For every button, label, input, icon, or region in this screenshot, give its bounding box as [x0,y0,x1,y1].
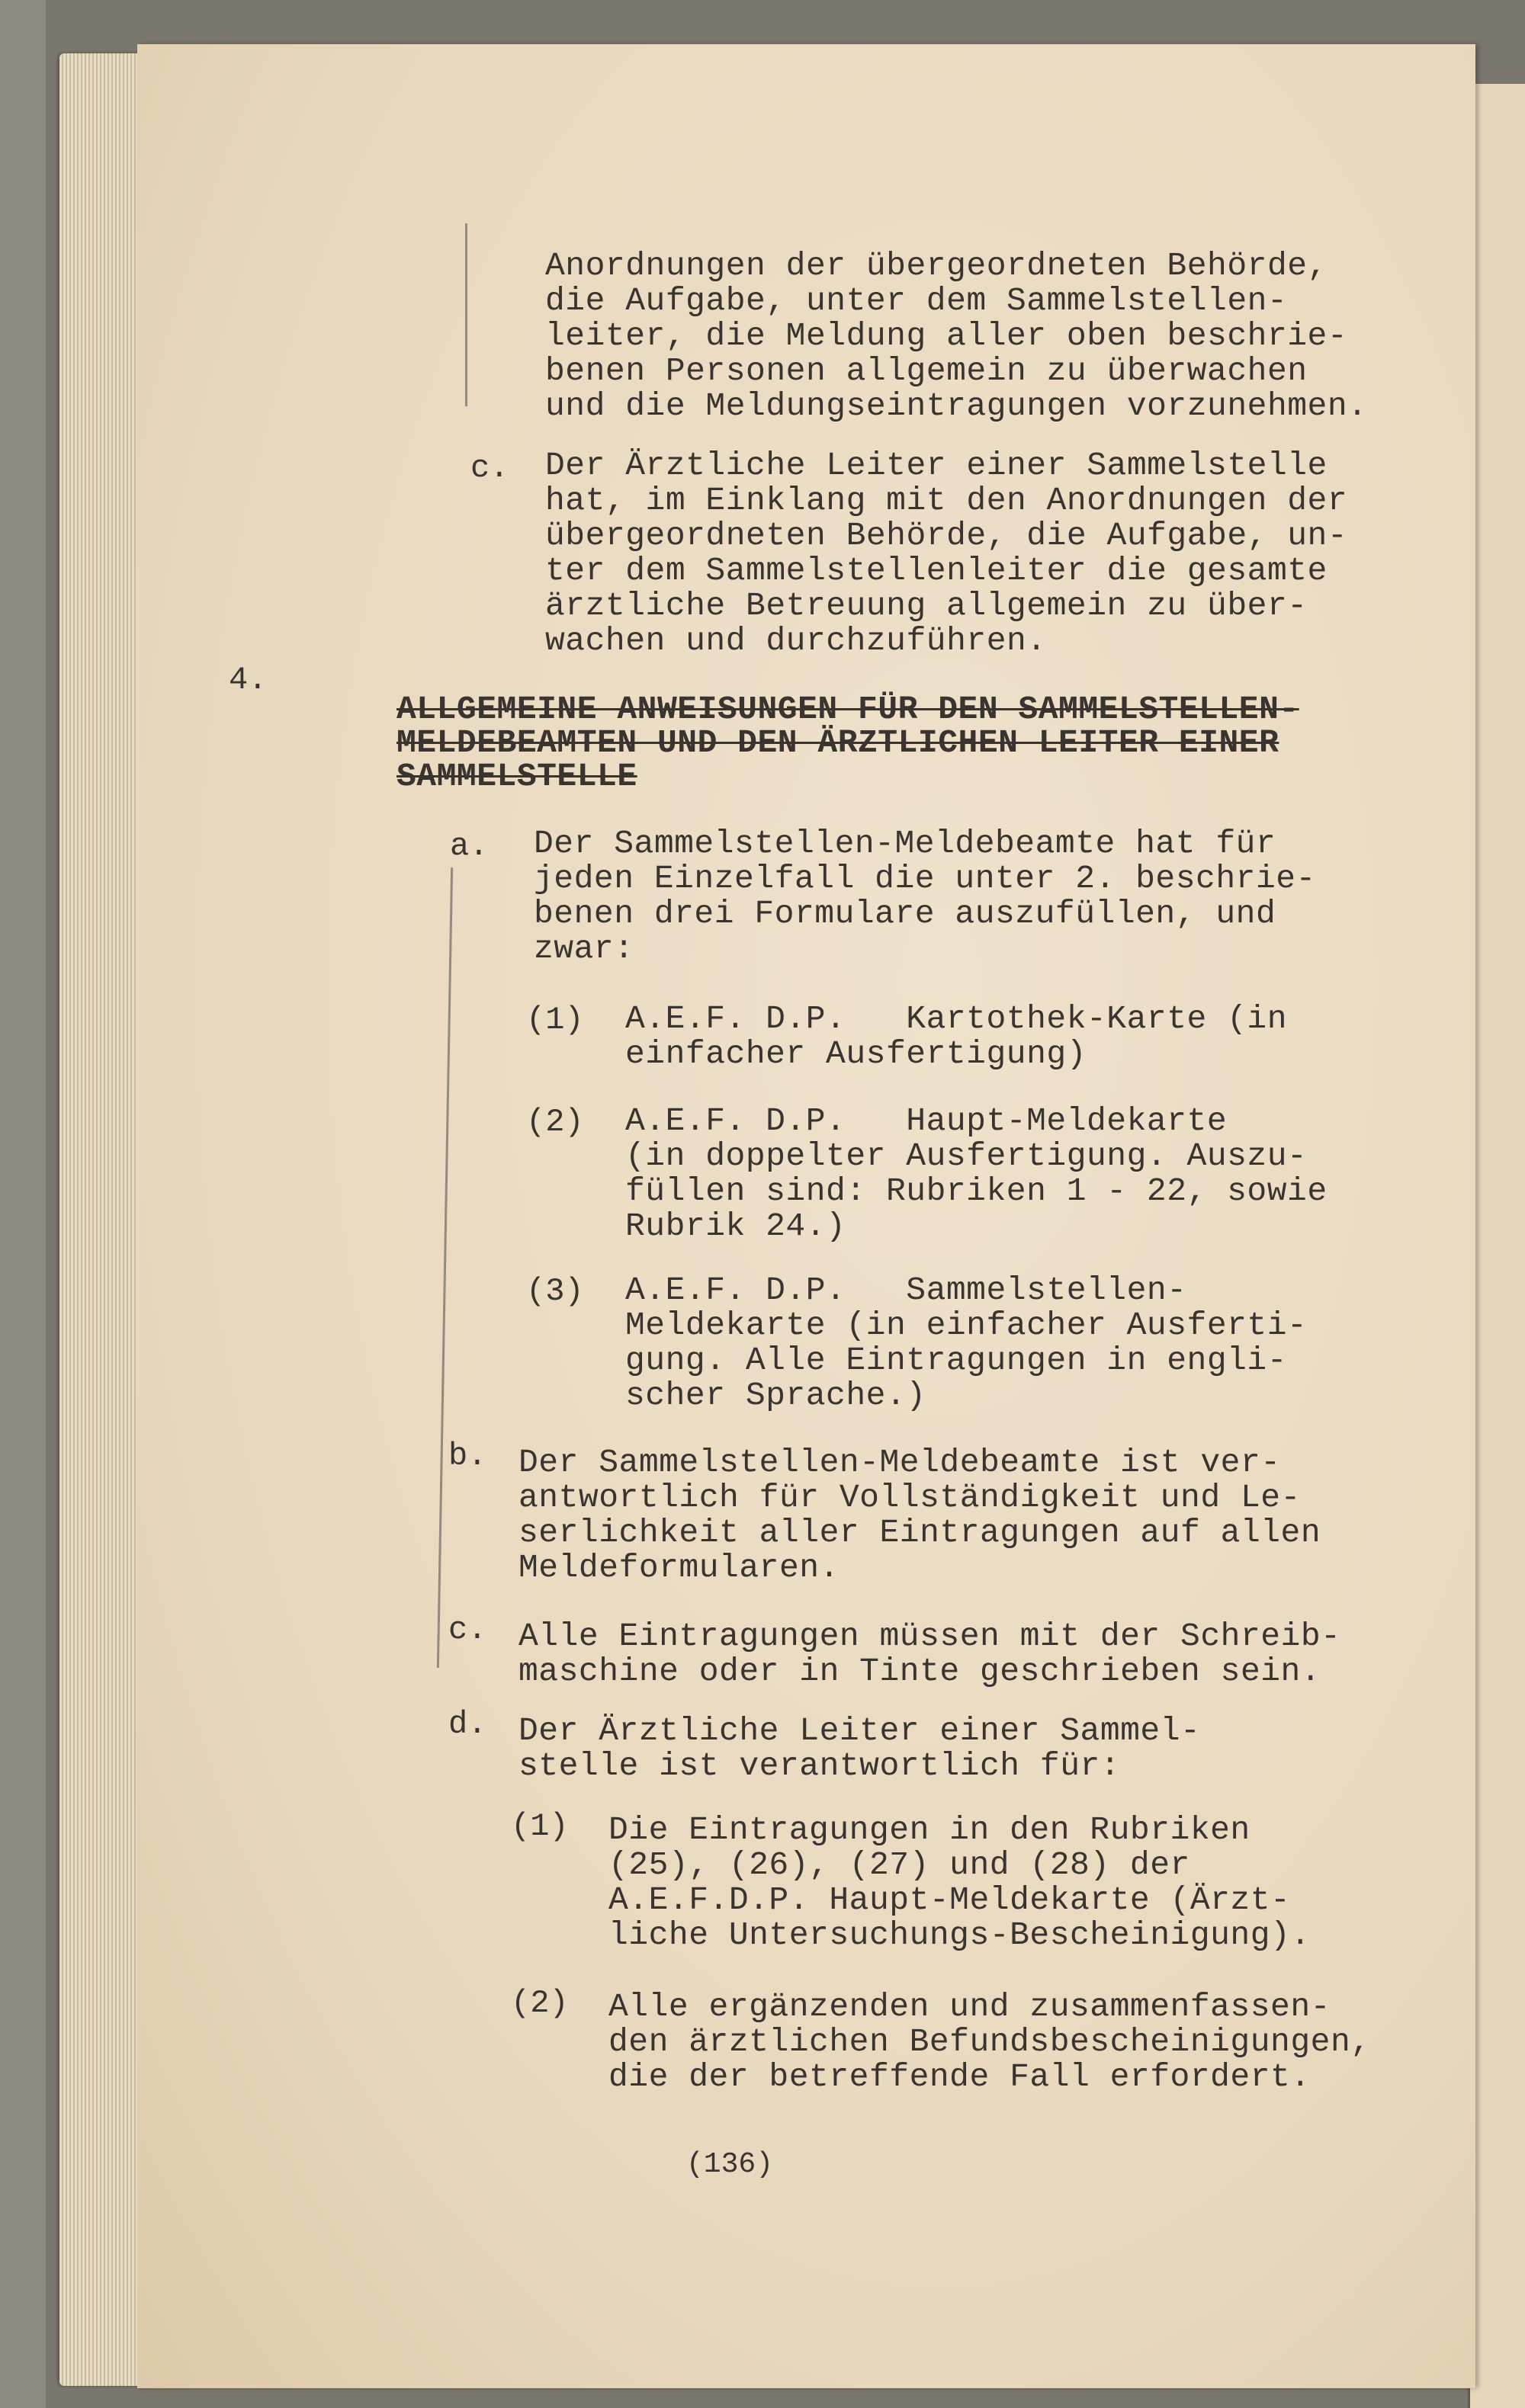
section-4-number: 4. [229,662,268,698]
a3-line-2: Meldekarte (in einfacher Ausferti- [625,1307,1308,1344]
item-c1-line-5: ärztliche Betreuung allgemein zu über- [545,587,1308,624]
item-d-line-2: stelle ist verantwortlich für: [518,1747,1121,1784]
item-a-line-2: jeden Einzelfall die unter 2. beschrie- [534,860,1316,897]
item-b-line-3: serlichkeit aller Eintragungen auf allen [518,1514,1321,1551]
pencil-margin-line [465,223,467,406]
page-number: (136) [686,2148,774,2181]
a3-line-3: gung. Alle Eintragungen in engli- [625,1342,1288,1379]
intro-line-2: die Aufgabe, unter dem Sammelstellen- [545,282,1288,319]
a2-label: (2) [526,1104,584,1140]
item-a-line-1: Der Sammelstellen-Meldebeamte hat für [534,825,1276,862]
d1-line-2: (25), (26), (27) und (28) der [608,1846,1190,1884]
a1-label: (1) [526,1002,584,1038]
a2-line-4: Rubrik 24.) [625,1207,846,1245]
item-b-label: b. [448,1438,487,1474]
item-a-line-3: benen drei Formulare auszufüllen, und [534,895,1276,932]
section-4-heading-line-2: MELDEBEAMTEN UND DEN ÄRZTLICHEN LEITER EINER [396,724,1279,762]
item-c2-label: c. [448,1611,487,1648]
d2-label: (2) [511,1985,569,2022]
item-c1-line-1: Der Ärztliche Leiter einer Sammelstelle [545,447,1328,484]
d1-line-3: A.E.F.D.P. Haupt-Meldekarte (Ärzt- [608,1881,1291,1919]
d2-line-2: den ärztlichen Befundsbescheinigungen, [608,2023,1371,2060]
d2-line-1: Alle ergänzenden und zusammenfassen- [608,1988,1331,2025]
a2-line-3: füllen sind: Rubriken 1 - 22, sowie [625,1172,1328,1210]
item-a-line-4: zwar: [534,930,634,967]
item-c1-line-4: ter dem Sammelstellenleiter die gesamte [545,552,1328,589]
item-d-line-1: Der Ärztliche Leiter einer Sammel- [518,1712,1201,1749]
next-page-edge [1468,84,1525,2408]
document-page [137,44,1475,2388]
item-b-line-1: Der Sammelstellen-Meldebeamte ist ver- [518,1444,1281,1481]
intro-line-1: Anordnungen der übergeordneten Behörde, [545,247,1328,284]
a3-line-4: scher Sprache.) [625,1377,926,1414]
d1-line-1: Die Eintragungen in den Rubriken [608,1811,1250,1848]
a3-label: (3) [526,1273,584,1310]
item-c1-line-3: übergeordneten Behörde, die Aufgabe, un- [545,517,1348,554]
item-c2-line-1: Alle Eintragungen müssen mit der Schreib- [518,1618,1341,1655]
a3-line-1: A.E.F. D.P. Sammelstellen- [625,1271,1187,1309]
item-c2-line-2: maschine oder in Tinte geschrieben sein. [518,1653,1321,1690]
d2-line-3: die der betreffende Fall erfordert. [608,2058,1311,2095]
a1-line-2: einfacher Ausfertigung) [625,1035,1087,1073]
d1-label: (1) [511,1808,569,1845]
section-4-heading-line-1: ALLGEMEINE ANWEISUNGEN FÜR DEN SAMMELSTELLEN- [396,691,1299,728]
a1-line-1: A.E.F. D.P. Kartothek-Karte (in [625,1000,1288,1037]
intro-line-4: benen Personen allgemein zu überwachen [545,352,1308,390]
item-b-line-2: antwortlich für Vollständigkeit und Le- [518,1479,1301,1516]
d1-line-4: liche Untersuchungs-Bescheinigung). [608,1916,1311,1954]
section-4-heading-line-3: SAMMELSTELLE [396,758,637,795]
item-c1-label: c. [470,450,509,486]
intro-line-5: und die Meldungseintragungen vorzunehmen. [545,387,1368,425]
item-c1-line-2: hat, im Einklang mit den Anordnungen der [545,482,1348,519]
pencil-margin-line-lower [437,867,453,1668]
item-b-line-4: Meldeformularen. [518,1549,840,1586]
item-d-label: d. [448,1706,487,1743]
a2-line-2: (in doppelter Ausfertigung. Auszu- [625,1137,1308,1175]
intro-line-3: leiter, die Meldung aller oben beschrie- [545,317,1348,354]
item-a-label: a. [450,828,489,864]
a2-line-1: A.E.F. D.P. Haupt-Meldekarte [625,1102,1228,1140]
item-c1-line-6: wachen und durchzuführen. [545,622,1047,659]
